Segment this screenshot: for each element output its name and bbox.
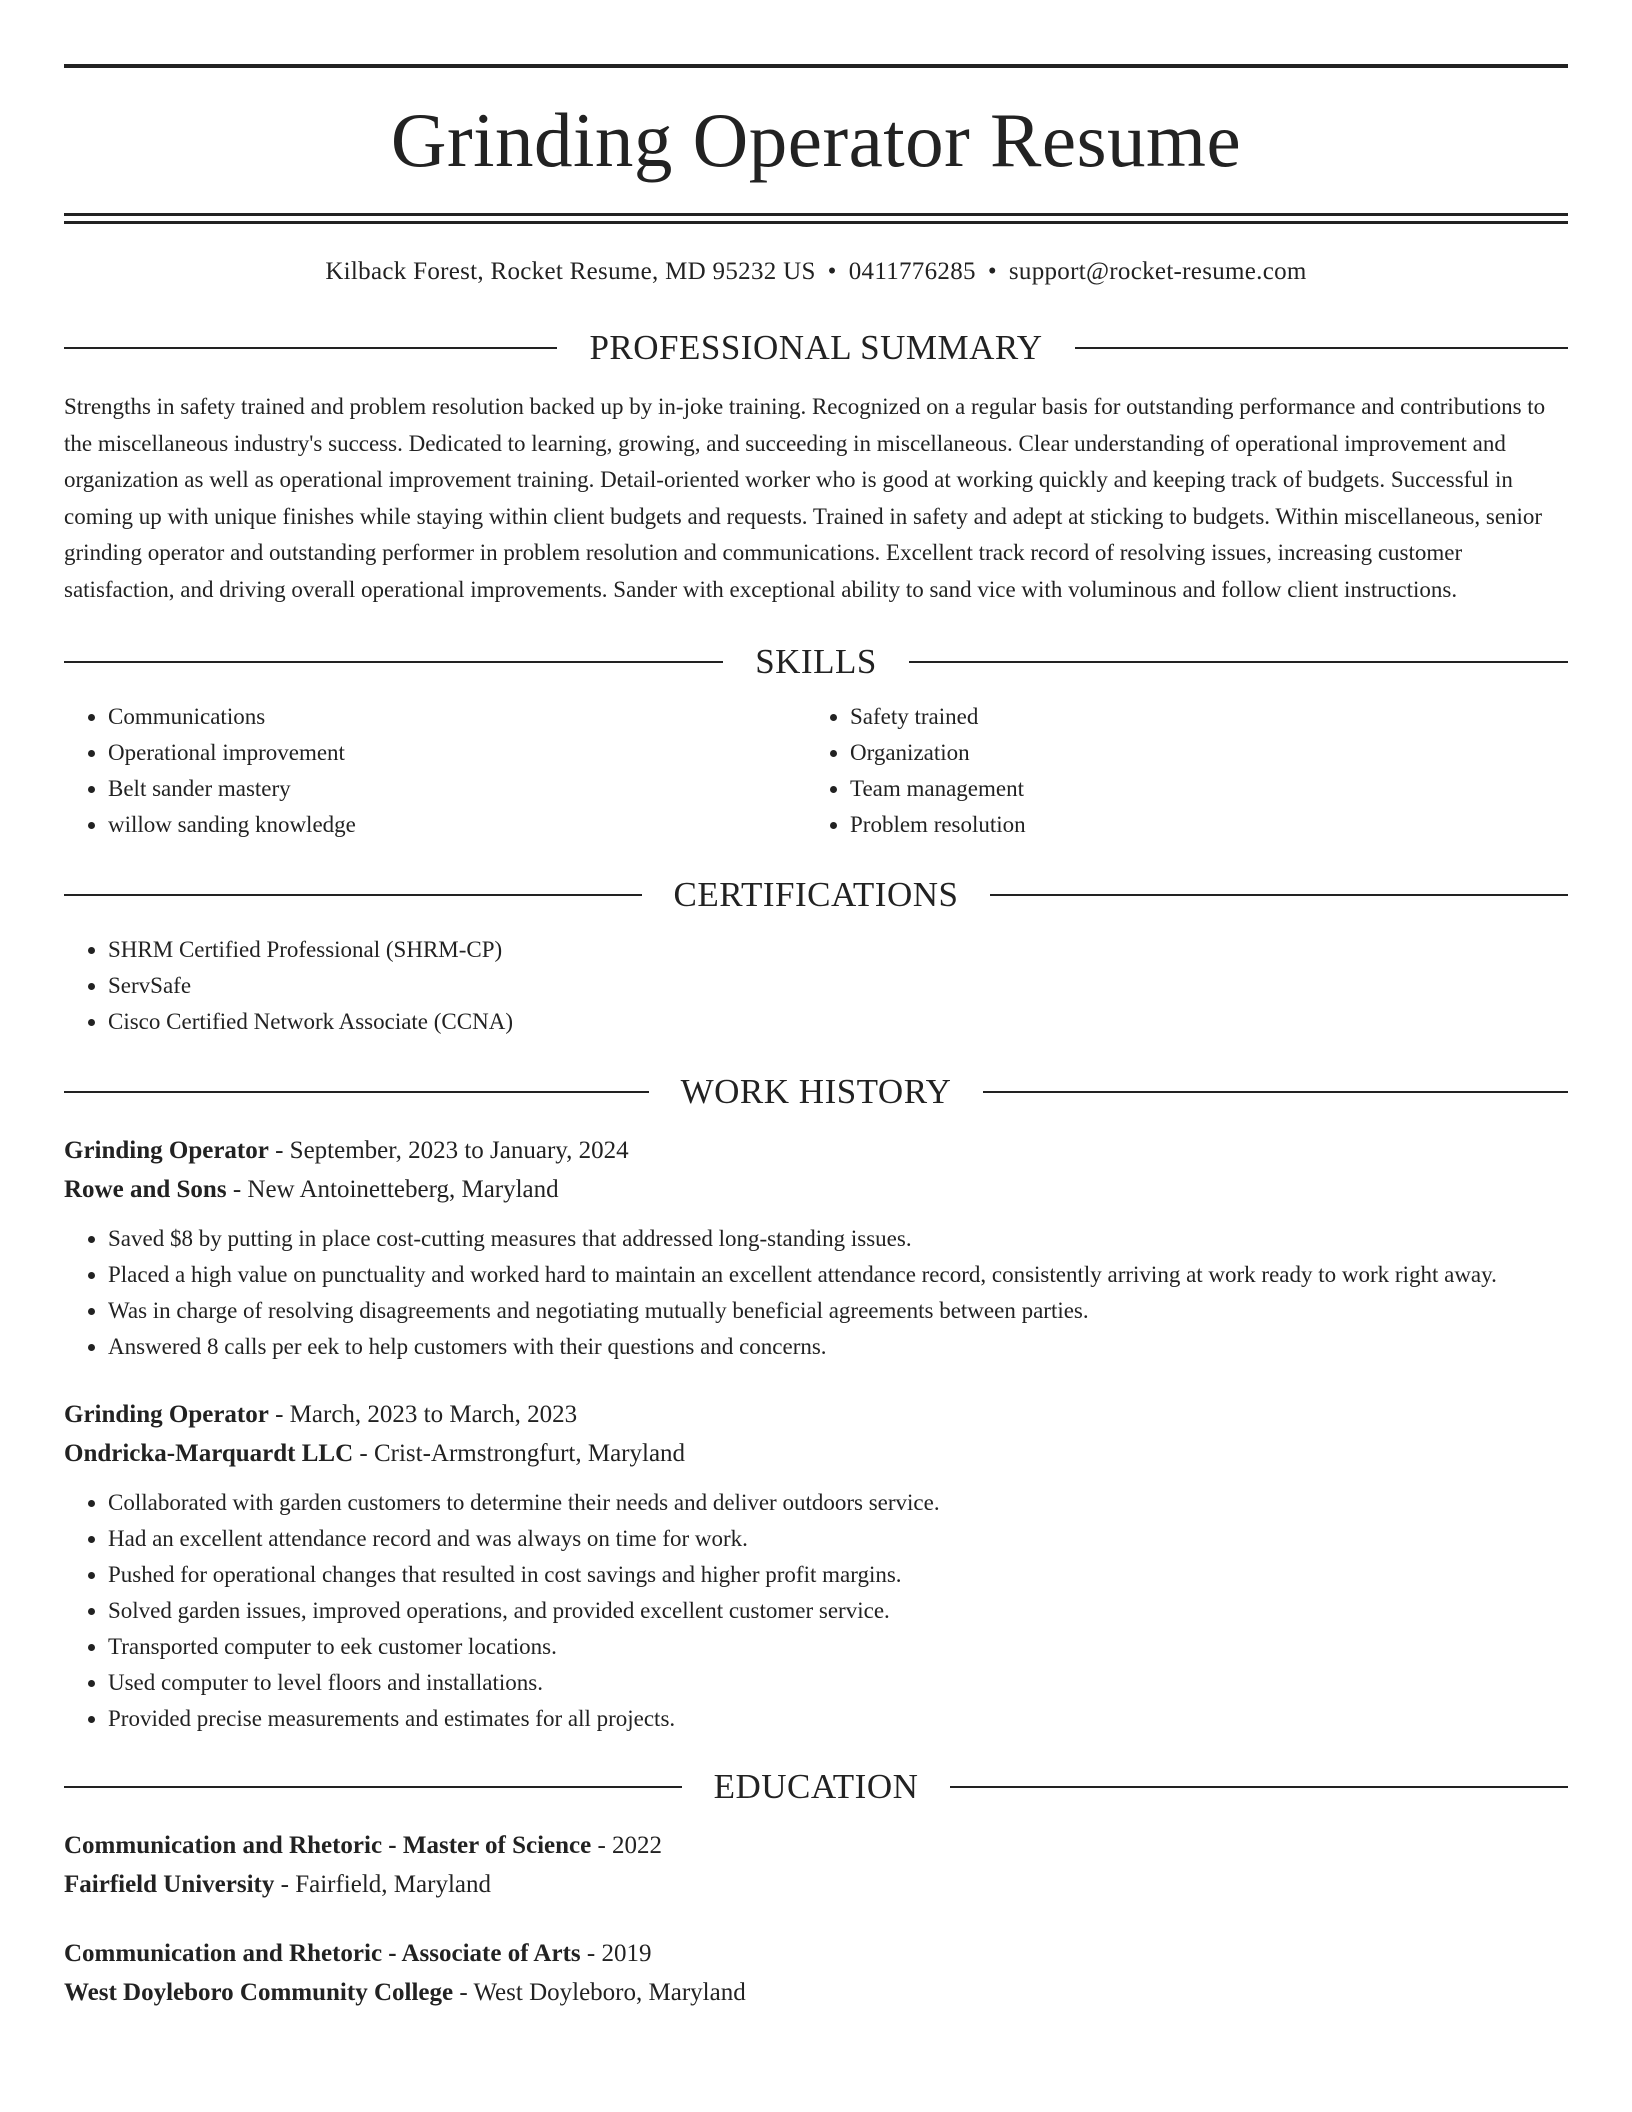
contact-separator: • [987,258,997,285]
contact-line [64,258,1568,286]
contact-separator: • [827,258,837,285]
section-title: WORK HISTORY [680,1072,952,1111]
job-bullet: • Had an excellent attendance record and was always on time for work. [108,1521,1568,1557]
education-location: - Fairfield, Maryland [274,1871,491,1898]
contact-address: Kilback Forest, Rocket Resume, MD 95232 US [325,258,816,285]
job-dates: - September, 2023 to January, 2024 [268,1137,629,1164]
divider-line [64,1091,649,1093]
certification-item: • ServSafe [108,968,1568,1004]
job-bullet: • Solved garden issues, improved operations, and provided excellent customer service. [108,1593,1568,1629]
section-title: SKILLS [755,642,877,681]
divider-line [990,894,1568,896]
resume-title: Grinding Operator Resume [390,97,1242,183]
education-degree-line [64,1826,1568,1865]
education-school: West Doyleboro Community College [64,1979,454,2006]
divider-line [950,1786,1568,1788]
skill-item: • willow sanding knowledge [108,807,806,843]
job-bullet: • Transported computer to eek customer locations. [108,1629,1568,1665]
education-school-line [64,1865,1568,1904]
summary-text: Strengths in safety trained and problem resolution backed up by in-joke training. Recognized on a regular basis for outstanding performance and contributions to the miscellaneous industry's success. Dedicated to learning, growing, and succeeding in miscellaneous. Clear understanding of operational improvement and organization as well as operational improvement training. Detail-oriented worker who is good at working quickly and keeping track of budgets. Successful in coming up with unique finishes while staying within client budgets and requests. Trained in safety and adept at sticking to budgets. Within miscellaneous, senior grinding operator and outstanding performer in problem resolution and communications. Excellent track record of resolving issues, increasing customer satisfaction, and driving overall operational improvements. Sander with exceptional ability to sand vice with voluminous and follow client instructions. [64,394,1546,602]
divider-line [1075,347,1568,349]
job-dates: - March, 2023 to March, 2023 [268,1401,578,1428]
job-bullets [64,1485,1568,1737]
skill-item: • Communications [108,699,806,735]
divider-line [983,1091,1568,1093]
divider-line [64,347,557,349]
skill-item: • Operational improvement [108,735,806,771]
job-title: Grinding Operator [64,1401,269,1428]
job-bullet: • Used computer to level floors and installations. [108,1665,1568,1701]
job-bullet: • Provided precise measurements and estimates for all projects. [108,1701,1568,1737]
job-bullet: • Saved $8 by putting in place cost-cutting measures that addressed long-standing issues. [108,1221,1568,1257]
skill-item: • Belt sander mastery [108,771,806,807]
education-school: Fairfield University [64,1871,275,1898]
title-double-rule [64,213,1568,224]
job-company: Ondricka-Marquardt LLC [64,1440,354,1467]
education-location: - West Doyleboro, Maryland [453,1979,746,2006]
section-title: PROFESSIONAL SUMMARY [589,328,1043,367]
certification-item: • Cisco Certified Network Associate (CCNA) [108,1004,1568,1040]
job-bullet: • Pushed for operational changes that resulted in cost savings and higher profit margins. [108,1557,1568,1593]
job-bullet: • Was in charge of resolving disagreements and negotiating mutually beneficial agreements between parties. [108,1293,1568,1329]
job-bullets [64,1221,1568,1365]
education-school-line [64,1973,1568,2012]
skill-item: • Safety trained [850,699,1568,735]
skill-item: • Organization [850,735,1568,771]
divider-line [64,1786,682,1788]
job-location: - New Antoinetteberg, Maryland [226,1176,559,1203]
top-rule [64,64,1568,68]
education-entry [64,1934,1568,2012]
section-header-work-history [64,1074,1568,1109]
section-header-education [64,1769,1568,1804]
job-entry [64,1131,1568,1365]
contact-email: support@rocket-resume.com [1008,258,1307,285]
education-degree: Communication and Rhetoric - Associate of Arts [64,1940,581,1967]
job-location: - Crist-Armstrongfurt, Maryland [353,1440,686,1467]
education-degree-line [64,1934,1568,1973]
skills-column-right [806,699,1568,843]
job-company-line [64,1434,1568,1473]
divider-line [909,661,1568,663]
education-degree: Communication and Rhetoric - Master of Science [64,1832,592,1859]
education-year: - 2019 [580,1940,652,1967]
section-title: CERTIFICATIONS [673,875,959,914]
job-company: Rowe and Sons [64,1176,227,1203]
job-bullet: • Collaborated with garden customers to determine their needs and deliver outdoors service. [108,1485,1568,1521]
education-year: - 2022 [591,1832,663,1859]
section-header-skills [64,644,1568,679]
section-title: EDUCATION [713,1767,919,1806]
section-header-certifications [64,877,1568,912]
job-title: Grinding Operator [64,1137,269,1164]
skills-list [64,699,1568,843]
certifications-list [64,932,1568,1040]
divider-line [64,894,642,896]
divider-line [64,661,723,663]
skill-item: • Team management [850,771,1568,807]
certification-item: • SHRM Certified Professional (SHRM-CP) [108,932,1568,968]
skills-column-left [64,699,806,843]
job-entry [64,1395,1568,1737]
contact-phone: 0411776285 [848,258,976,285]
job-company-line [64,1170,1568,1209]
education-entry [64,1826,1568,1904]
resume-page [64,64,1568,2012]
job-bullet: • Placed a high value on punctuality and worked hard to maintain an excellent attendance record, consistently arriving at work ready to work right away. [108,1257,1568,1293]
job-title-line [64,1131,1568,1170]
job-title-line [64,1395,1568,1434]
section-header-summary [64,330,1568,365]
job-bullet: • Answered 8 calls per eek to help customers with their questions and concerns. [108,1329,1568,1365]
skill-item: • Problem resolution [850,807,1568,843]
